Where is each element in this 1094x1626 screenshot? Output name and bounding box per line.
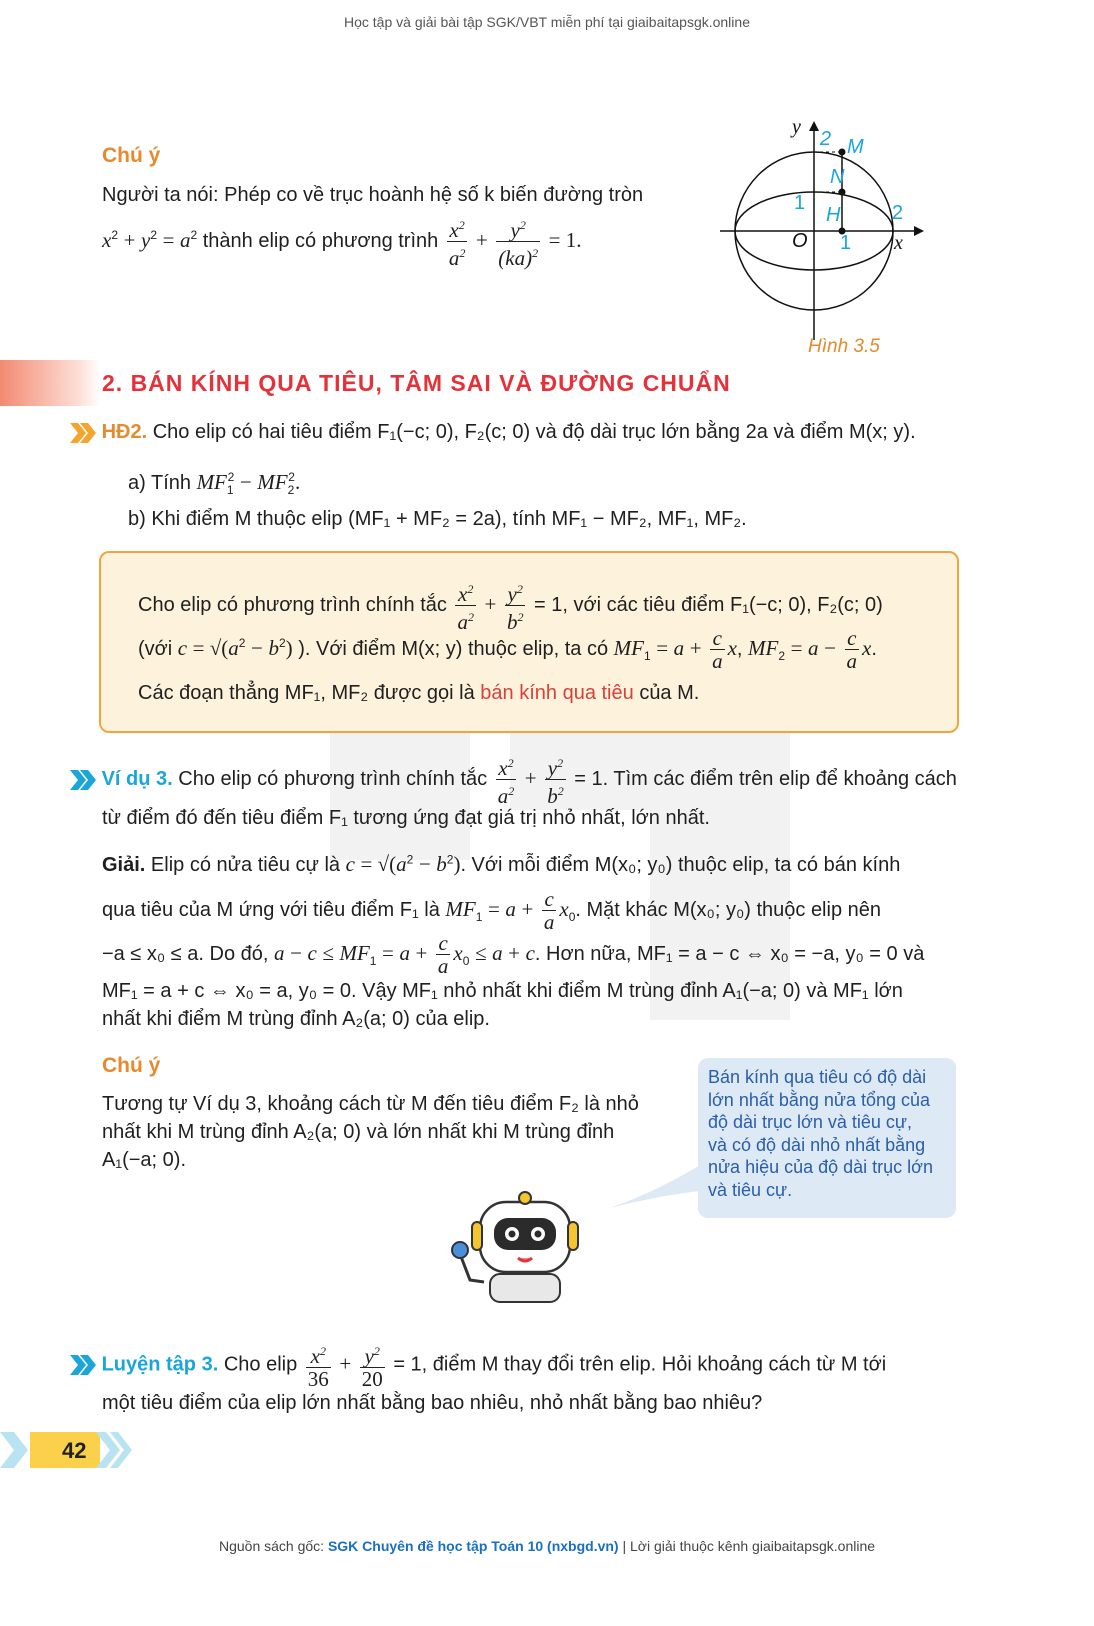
note2-l3: A₁(−a; 0). xyxy=(102,1149,187,1171)
lt3-l1-a: Cho elip xyxy=(223,1353,298,1376)
hd2-tag: HĐ2. xyxy=(101,421,148,443)
ex3-s1-b: . Với mỗi điểm M(x₀; y₀) thuộc elip, ta có bán kính xyxy=(460,854,901,876)
box-l1-a: Cho elip có phương trình chính tắc xyxy=(138,593,447,616)
lt3-tag: Luyện tập 3. xyxy=(101,1353,219,1376)
bubble-line: Bán kính qua tiêu có độ dài xyxy=(708,1067,927,1087)
fig-label-O: O xyxy=(792,230,808,252)
note1-line2-text: thành elip có phương trình xyxy=(202,229,439,252)
ex3-s2-a: qua tiêu của M ứng với tiêu điểm F₁ là xyxy=(102,898,440,921)
hd2-a: a) Tính $MF_1^2 - MF_2^2$. xyxy=(128,470,301,497)
ex3-s2-b: . Mặt khác M(x₀; y₀) thuộc elip nên xyxy=(575,898,881,921)
ex3-sol-3: −a ≤ x₀ ≤ a. Do đó, $a - c \le MF_1 = a$ + $\frac{c}{a}$ $x_0 \le a + c$. Hơn nữa, MF₁ = a − c ⇔ x₀ = −a, y₀ = 0 và xyxy=(102,931,925,978)
ex3-l1-a: Cho elip có phương trình chính tắc xyxy=(178,767,488,790)
hd2-a-text: a) Tính xyxy=(128,472,191,494)
bubble-line: độ dài trục lớn và tiêu cự, xyxy=(708,1112,912,1132)
note1-line1: Người ta nói: Phép co về trục hoành hệ số k biến đường tròn xyxy=(102,184,644,206)
double-chevron-icon xyxy=(70,423,96,443)
fig-label-two-top: 2 xyxy=(820,128,832,150)
box-l3-a: Các đoạn thẳng MF₁, MF₂ được gọi là xyxy=(138,682,475,704)
robot-mascot xyxy=(450,1188,600,1303)
top-banner: Học tập và giải bài tập SGK/VBT miễn phí tại giaibaitapsgk.online xyxy=(344,14,750,30)
ex3-sol-5: nhất khi điểm M trùng đỉnh A₂(a; 0) của elip. xyxy=(102,1008,490,1030)
section-2-title: 2. BÁN KÍNH QUA TIÊU, TÂM SAI VÀ ĐƯỜNG CHUẨN xyxy=(102,370,731,396)
box-l3-highlight: bán kính qua tiêu xyxy=(480,682,634,704)
figure-3-5 xyxy=(720,115,940,340)
bubble-line: lớn nhất bằng nửa tổng của xyxy=(708,1089,931,1110)
ex3-sol-1: Giải. Elip có nửa tiêu cự là $c = √(a^2 - b^2)$. Với mỗi điểm M(x₀; y₀) thuộc elip, ta có bán kính xyxy=(102,852,901,876)
ex3-s1-a: Elip có nửa tiêu cự là xyxy=(150,854,341,876)
ex3-sol-2: qua tiêu của M ứng với tiêu điểm F₁ là $MF_1 = a$ + $\frac{c}{a}$ $x_0$. Mặt khác M(x₀; y₀) thuộc elip nên xyxy=(102,887,881,934)
hd2-b: b) Khi điểm M thuộc elip (MF₁ + MF₂ = 2a), tính MF₁ − MF₂, MF₁, MF₂. xyxy=(128,508,747,530)
page-number: 42 xyxy=(62,1438,87,1463)
box-l1-b: = 1, với các tiêu điểm F₁(−c; 0), F₂(c; 0) xyxy=(534,593,883,616)
ex3-s3-b: . Hơn nữa, MF₁ = a − c ⇔ x₀ = −a, y₀ = 0 và xyxy=(534,942,925,965)
bubble-text xyxy=(708,1066,952,1201)
fig-label-N: N xyxy=(830,166,845,188)
note2-title: Chú ý xyxy=(102,1054,161,1077)
fig-label-x: x xyxy=(894,232,903,254)
lt3-line1: Luyện tập 3. Cho elip $\frac{x^2}{36}$ + $\frac{y^2}{20}$ = 1, điểm M thay đổi trên elip. Hỏi khoảng cách từ M tới xyxy=(70,1340,886,1390)
fig-label-one-bottom: 1 xyxy=(840,232,852,254)
box-l3-b: của M. xyxy=(639,682,700,704)
note1-title: Chú ý xyxy=(102,144,161,167)
footer-book-link[interactable]: SGK Chuyên đề học tập Toán 10 (nxbgd.vn) xyxy=(327,1538,619,1554)
hd2-text: Cho elip có hai tiêu điểm F₁(−c; 0), F₂(c; 0) và độ dài trục lớn bằng 2a và điểm M(x; y). xyxy=(152,421,916,443)
ex3-tag: Ví dụ 3. xyxy=(101,767,173,790)
figure-caption: Hình 3.5 xyxy=(808,336,880,357)
bubble-line: và có độ dài nhỏ nhất bằng xyxy=(708,1134,926,1155)
box-l2-a: (với xyxy=(138,637,173,660)
footer-prefix: Nguồn sách gốc: xyxy=(218,1538,325,1554)
ex3-l1-b: = 1. Tìm các điểm trên elip để khoảng cách xyxy=(574,767,957,790)
ex3-sol-label: Giải. xyxy=(102,854,146,876)
bubble-tail xyxy=(600,1160,710,1210)
lt3-l1-b: = 1, điểm M thay đổi trên elip. Hỏi khoảng cách từ M tới xyxy=(393,1353,887,1376)
double-chevron-icon xyxy=(70,770,96,790)
note2-l1: Tương tự Ví dụ 3, khoảng cách từ M đến tiêu điểm F₂ là nhỏ xyxy=(102,1093,639,1115)
section-gradient-bar xyxy=(0,360,100,406)
lt3-line2: một tiêu điểm của elip lớn nhất bằng bao nhiêu, nhỏ nhất bằng bao nhiêu? xyxy=(102,1392,763,1414)
fig-label-M: M xyxy=(847,136,864,158)
note1-line2: $x^2 + y^2 = a^2$ thành elip có phương trình $\frac{x^2}{a^2}$ + $\frac{y^2}{(ka)^2}$ = 1. xyxy=(102,214,582,269)
box-line2: (với $c = √(a^2 - b^2)$ ). Với điểm M(x; y) thuộc elip, ta có $MF_1 = a$ + $\frac{c}{a}$ x, $MF_2 = a$ − $\frac{c}{a}$ x. xyxy=(138,626,877,673)
box-l2-b: ). Với điểm M(x; y) thuộc elip, ta có xyxy=(298,637,609,660)
footer-suffix: | Lời giải thuộc kênh giaibaitapsgk.online xyxy=(622,1538,876,1554)
bubble-line: nửa hiệu của độ dài trục lớn xyxy=(708,1157,933,1177)
ex3-line2: từ điểm đó đến tiêu điểm F₁ tương ứng đạt giá trị nhỏ nhất, lớn nhất. xyxy=(102,807,710,829)
ex3-sol-4: MF₁ = a + c ⇔ x₀ = a, y₀ = 0. Vậy MF₁ nhỏ nhất khi điểm M trùng đỉnh A₁(−a; 0) và MF₁ lớn xyxy=(102,980,903,1002)
note2-l2: nhất khi M trùng đỉnh A₂(a; 0) và lớn nhất khi M trùng đỉnh xyxy=(102,1121,615,1143)
bubble-line: và tiêu cự. xyxy=(708,1179,793,1200)
fig-label-one-left: 1 xyxy=(794,192,806,214)
box-line3 xyxy=(138,682,699,705)
double-chevron-icon xyxy=(70,1355,96,1375)
fig-label-two-right: 2 xyxy=(892,202,904,224)
ex3-s3-a: −a ≤ x₀ ≤ a. Do đó, xyxy=(102,942,269,965)
hd2-line xyxy=(70,421,916,444)
box-line1: Cho elip có phương trình chính tắc $\frac{x^2}{a^2}$ + $\frac{y^2}{b^2}$ = 1, với các tiêu điểm F₁(−c; 0), F₂(c; 0) xyxy=(138,578,883,633)
fig-label-y: y xyxy=(792,116,801,138)
fig-label-H: H xyxy=(826,204,841,226)
footer xyxy=(0,1538,1094,1554)
ex3-line1: Ví dụ 3. Cho elip có phương trình chính tắc $\frac{x^2}{a^2}$ + $\frac{y^2}{b^2}$ = 1. Tìm các điểm trên elip để khoảng cách xyxy=(70,752,957,807)
